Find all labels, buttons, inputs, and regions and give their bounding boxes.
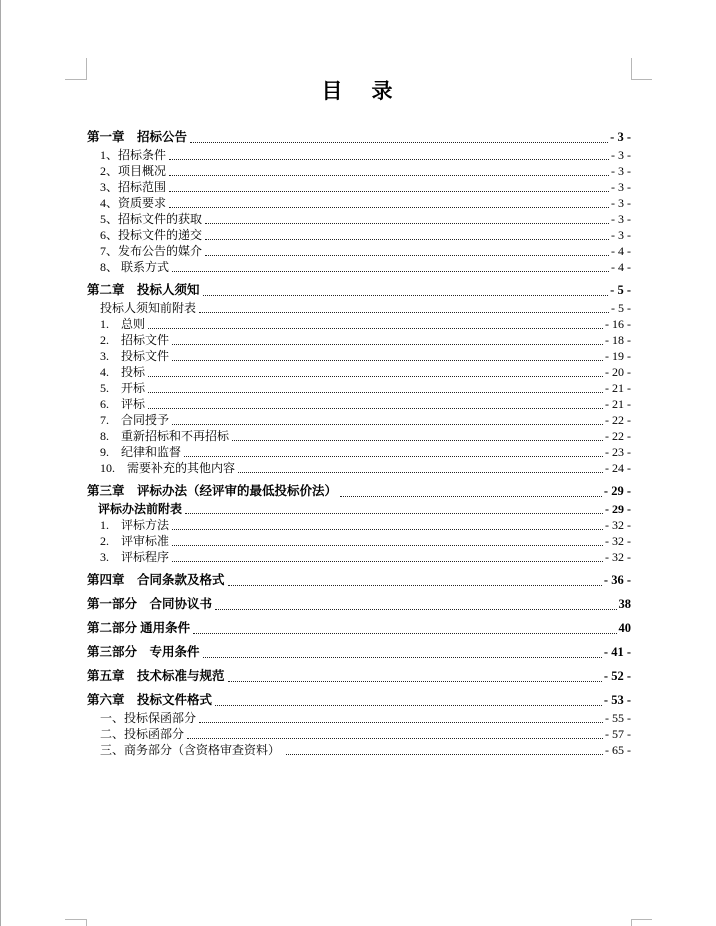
toc-leader-dots bbox=[148, 316, 603, 329]
toc-entry-text: 7、发布公告的媒介 bbox=[100, 244, 203, 258]
toc-page-number: - 21 - bbox=[605, 397, 631, 411]
toc-entry-text: 9. 纪律和监督 bbox=[100, 445, 182, 459]
toc-row[interactable] bbox=[87, 227, 631, 243]
toc-page-number: - 3 - bbox=[611, 196, 631, 210]
toc-row[interactable] bbox=[87, 259, 631, 275]
toc-leader-dots bbox=[215, 691, 602, 706]
toc-leader-dots bbox=[232, 428, 603, 441]
toc-page-number: - 32 - bbox=[605, 518, 631, 532]
toc-list bbox=[87, 128, 631, 758]
toc-page-number: - 3 - bbox=[611, 212, 631, 226]
toc-entry-text: 10. 需要补充的其他内容 bbox=[100, 461, 236, 475]
toc-row[interactable] bbox=[87, 742, 631, 758]
toc-entry-text: 第一章 招标公告 bbox=[87, 130, 188, 144]
toc-row[interactable] bbox=[87, 571, 631, 589]
toc-row[interactable] bbox=[87, 710, 631, 726]
toc-entry-text: 3、招标范围 bbox=[100, 180, 167, 194]
toc-page-number: - 21 - bbox=[605, 381, 631, 395]
toc-row[interactable] bbox=[87, 667, 631, 685]
toc-leader-dots bbox=[172, 412, 603, 425]
toc-entry-text: 第四章 合同条款及格式 bbox=[87, 573, 225, 587]
toc-page-number: - 3 - bbox=[610, 130, 631, 144]
page-left-edge bbox=[0, 0, 1, 926]
toc-leader-dots bbox=[185, 501, 603, 514]
toc-row[interactable] bbox=[87, 364, 631, 380]
toc-entry-text: 第一部分 合同协议书 bbox=[87, 597, 213, 611]
toc-row[interactable] bbox=[87, 643, 631, 661]
toc-row[interactable] bbox=[87, 128, 631, 146]
toc-page-number: - 22 - bbox=[605, 413, 631, 427]
toc-leader-dots bbox=[228, 571, 602, 586]
toc-leader-dots bbox=[203, 643, 602, 658]
toc-content bbox=[87, 79, 631, 758]
toc-entry-text: 第五章 技术标准与规范 bbox=[87, 669, 225, 683]
toc-leader-dots bbox=[172, 549, 603, 562]
toc-page-number: - 52 - bbox=[603, 669, 631, 683]
toc-page-number: - 20 - bbox=[605, 365, 631, 379]
toc-leader-dots bbox=[187, 726, 603, 739]
toc-entry-text: 三、商务部分（含资格审查资料） bbox=[100, 743, 284, 757]
toc-page-number: - 3 - bbox=[611, 164, 631, 178]
toc-page-number: - 18 - bbox=[605, 333, 631, 347]
toc-entry-text: 4、资质要求 bbox=[100, 196, 167, 210]
toc-page-number: - 29 - bbox=[605, 502, 631, 516]
toc-row[interactable] bbox=[87, 726, 631, 742]
toc-leader-dots bbox=[169, 195, 609, 208]
toc-leader-dots bbox=[148, 396, 603, 409]
toc-entry-text: 2. 评审标准 bbox=[100, 534, 170, 548]
toc-leader-dots bbox=[199, 710, 603, 723]
toc-page-number: - 65 - bbox=[605, 743, 631, 757]
toc-row[interactable] bbox=[87, 595, 631, 613]
toc-leader-dots bbox=[203, 281, 609, 296]
toc-leader-dots bbox=[184, 444, 603, 457]
toc-leader-dots bbox=[172, 332, 603, 345]
toc-page-number: - 16 - bbox=[605, 317, 631, 331]
toc-row[interactable] bbox=[87, 243, 631, 259]
toc-leader-dots bbox=[148, 380, 603, 393]
toc-entry-text: 6、投标文件的递交 bbox=[100, 228, 203, 242]
toc-leader-dots bbox=[238, 460, 603, 473]
toc-leader-dots bbox=[172, 348, 603, 361]
toc-entry-text: 2. 招标文件 bbox=[100, 333, 170, 347]
toc-entry-text: 第三部分 专用条件 bbox=[87, 645, 200, 659]
toc-page-number: - 36 - bbox=[603, 573, 631, 587]
toc-leader-dots bbox=[205, 211, 609, 224]
toc-page-number: - 4 - bbox=[611, 244, 631, 258]
toc-page-number: - 41 - bbox=[603, 645, 631, 659]
toc-row[interactable] bbox=[87, 179, 631, 195]
toc-entry-text: 第二章 投标人须知 bbox=[87, 283, 200, 297]
toc-row[interactable] bbox=[87, 460, 631, 476]
toc-page-number: 38 bbox=[618, 597, 631, 611]
toc-entry-text: 第六章 投标文件格式 bbox=[87, 693, 213, 707]
toc-row[interactable] bbox=[87, 147, 631, 163]
toc-leader-dots bbox=[172, 533, 603, 546]
toc-leader-dots bbox=[148, 364, 603, 377]
crop-mark-line bbox=[631, 79, 652, 80]
toc-row[interactable] bbox=[87, 691, 631, 709]
toc-entry-text: 8、 联系方式 bbox=[100, 260, 170, 274]
toc-leader-dots bbox=[172, 259, 609, 272]
toc-row[interactable] bbox=[87, 533, 631, 549]
toc-leader-dots bbox=[169, 163, 609, 176]
toc-entry-text: 评标办法前附表 bbox=[98, 502, 183, 516]
crop-mark-line bbox=[631, 58, 632, 80]
toc-leader-dots bbox=[199, 300, 609, 313]
toc-entry-text: 5. 开标 bbox=[100, 381, 146, 395]
toc-row[interactable] bbox=[87, 444, 631, 460]
toc-entry-text: 1. 总则 bbox=[100, 317, 146, 331]
toc-entry-text: 1. 评标方法 bbox=[100, 518, 170, 532]
toc-leader-dots bbox=[205, 227, 609, 240]
toc-entry-text: 5、招标文件的获取 bbox=[100, 212, 203, 226]
crop-mark-line bbox=[631, 919, 652, 920]
toc-row[interactable] bbox=[87, 316, 631, 332]
toc-entry-text: 3. 投标文件 bbox=[100, 349, 170, 363]
toc-page-number: - 23 - bbox=[605, 445, 631, 459]
toc-row[interactable] bbox=[87, 163, 631, 179]
toc-entry-text: 二、投标函部分 bbox=[100, 727, 185, 741]
toc-entry-text: 3. 评标程序 bbox=[100, 550, 170, 564]
toc-page-number: - 57 - bbox=[605, 727, 631, 741]
toc-leader-dots bbox=[340, 482, 602, 497]
toc-leader-dots bbox=[172, 517, 603, 530]
toc-row[interactable] bbox=[87, 428, 631, 444]
toc-entry-text: 8. 重新招标和不再招标 bbox=[100, 429, 230, 443]
toc-page-number: - 5 - bbox=[610, 283, 631, 297]
toc-page-number: - 4 - bbox=[611, 260, 631, 274]
toc-row[interactable] bbox=[87, 619, 631, 637]
toc-page-number: - 55 - bbox=[605, 711, 631, 725]
toc-row[interactable] bbox=[87, 501, 631, 517]
toc-row[interactable] bbox=[87, 412, 631, 428]
crop-mark-line bbox=[86, 919, 87, 926]
toc-page-number: - 5 - bbox=[611, 301, 631, 315]
toc-leader-dots bbox=[215, 595, 616, 610]
page-title: 目 录 bbox=[321, 79, 397, 103]
toc-page-number: - 19 - bbox=[605, 349, 631, 363]
toc-page-number: - 22 - bbox=[605, 429, 631, 443]
toc-row[interactable] bbox=[87, 211, 631, 227]
toc-row[interactable] bbox=[87, 380, 631, 396]
toc-entry-text: 4. 投标 bbox=[100, 365, 146, 379]
crop-mark-line bbox=[65, 79, 87, 80]
toc-row[interactable] bbox=[87, 396, 631, 412]
toc-entry-text: 7. 合同授予 bbox=[100, 413, 170, 427]
toc-row[interactable] bbox=[87, 195, 631, 211]
toc-entry-text: 6. 评标 bbox=[100, 397, 146, 411]
crop-mark-line bbox=[65, 919, 87, 920]
toc-entry-text: 1、招标条件 bbox=[100, 148, 167, 162]
toc-leader-dots bbox=[193, 619, 616, 634]
toc-leader-dots bbox=[169, 179, 609, 192]
crop-mark-line bbox=[631, 919, 632, 926]
toc-page-number: - 32 - bbox=[605, 550, 631, 564]
toc-row[interactable] bbox=[87, 549, 631, 565]
toc-page-number: - 3 - bbox=[611, 180, 631, 194]
toc-entry-text: 投标人须知前附表 bbox=[100, 301, 197, 315]
toc-leader-dots bbox=[228, 667, 602, 682]
toc-page-number: - 3 - bbox=[611, 228, 631, 242]
toc-row[interactable] bbox=[87, 348, 631, 364]
toc-entry-text: 一、投标保函部分 bbox=[100, 711, 197, 725]
crop-mark-line bbox=[86, 58, 87, 80]
toc-page-number: - 32 - bbox=[605, 534, 631, 548]
toc-row[interactable] bbox=[87, 281, 631, 299]
toc-row[interactable] bbox=[87, 482, 631, 500]
toc-leader-dots bbox=[190, 128, 608, 143]
toc-entry-text: 2、项目概况 bbox=[100, 164, 167, 178]
toc-entry-text: 第二部分 通用条件 bbox=[87, 621, 191, 635]
toc-row[interactable] bbox=[87, 332, 631, 348]
toc-page-number: - 3 - bbox=[611, 148, 631, 162]
toc-row[interactable] bbox=[87, 300, 631, 316]
toc-row[interactable] bbox=[87, 517, 631, 533]
toc-page-number: - 53 - bbox=[603, 693, 631, 707]
toc-page-number: - 24 - bbox=[605, 461, 631, 475]
toc-leader-dots bbox=[205, 243, 609, 256]
toc-entry-text: 第三章 评标办法（经评审的最低投标价法） bbox=[87, 484, 338, 498]
toc-page-number: - 29 - bbox=[603, 484, 631, 498]
toc-leader-dots bbox=[169, 147, 609, 160]
toc-leader-dots bbox=[286, 742, 603, 755]
toc-page-number: 40 bbox=[618, 621, 631, 635]
